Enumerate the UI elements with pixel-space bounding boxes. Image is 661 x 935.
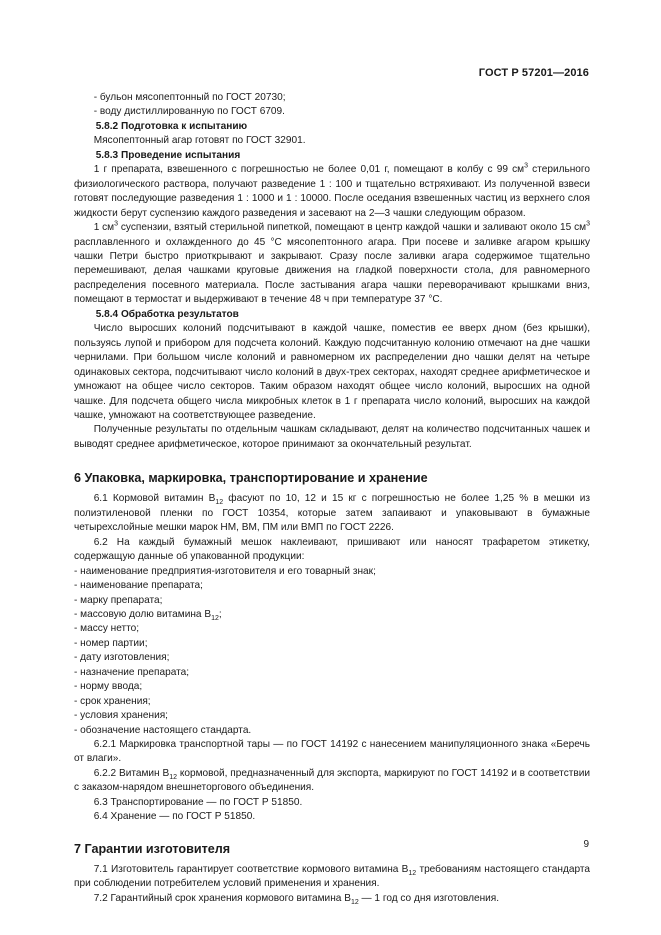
paragraph xyxy=(74,163,590,221)
text-run: требованиям настоящего стандарта при соблюдении потребителем условий применения и хранения. xyxy=(74,863,590,890)
paragraph: Мясопептонный агар готовят по ГОСТ 32901. xyxy=(93,135,306,147)
subscript: 12 xyxy=(350,898,359,906)
list-item: - марку препарата; xyxy=(74,594,163,606)
subsection-title-5-8-3: 5.8.3 Проведение испытания xyxy=(95,149,241,161)
subscript: 12 xyxy=(169,773,177,781)
list-item: - номер партии; xyxy=(74,637,148,649)
list-item: - наименование предприятия-изготовителя и его товарный знак; xyxy=(74,565,376,577)
text-run: 6.1 Кормовой витамин В xyxy=(93,493,216,505)
list-item: - назначение препарата; xyxy=(74,666,190,678)
paragraph xyxy=(74,863,590,892)
section-title-6: 6 Упаковка, маркировка, транспортирование и хранение xyxy=(74,471,428,486)
paragraph: Полученные результаты по отдельным чашкам складывают, делят на количество подсчитанных чашек и выводят среднее арифметическое, которое принимают за окончательный результат. xyxy=(74,424,590,450)
page-number: 9 xyxy=(583,839,589,850)
list-item: - норму ввода; xyxy=(74,681,143,693)
paragraph: 6.2 На каждый бумажный мешок наклеивают, пришивают или наносят трафаретом этикетку, содержащую данные об упакованной продукции: xyxy=(74,536,590,563)
subscript: 12 xyxy=(215,499,224,507)
text-run: 7.1 Изготовитель гарантирует соответствие кормового витамина В xyxy=(93,863,409,875)
paragraph xyxy=(74,221,590,308)
text-run: стерильного физиологического раствора, получают разведение 1 : 100 и тщательно встряхивают. Из полученной взвеси готовят последующие разведения 1 : 1000 и 1 : 10000. После оседания взвешенных частиц из верхнего слоя жидкости берут суспензию каждого разведения и засевают на 2—3 чашки следующим образом. xyxy=(74,164,590,219)
list-item: - воду дистиллированную по ГОСТ 6709. xyxy=(93,106,285,118)
paragraph: 6.3 Транспортирование — по ГОСТ Р 51850. xyxy=(93,796,303,808)
standard-header: ГОСТ Р 57201—2016 xyxy=(478,67,589,79)
text-run: - массовую долю витамина В xyxy=(74,608,212,620)
subscript: 12 xyxy=(408,869,417,877)
paragraph xyxy=(74,767,590,796)
text-run: кормовой, предназначенный для экспорта, маркируют по ГОСТ 14192 и в соответствии с заказом-нарядом внешнеторгового объединения. xyxy=(74,767,590,794)
subsection-title-5-8-4: 5.8.4 Обработка результатов xyxy=(95,308,239,320)
list-item: - наименование препарата; xyxy=(74,580,203,592)
paragraph: 6.4 Хранение — по ГОСТ Р 51850. xyxy=(93,811,256,823)
text-run: фасуют по 10, 12 и 15 кг с погрешностью не более 1,25 % в мешки из полиэтиленовой пленки по ГОСТ 10354, которые затем запаивают и упаковывают в бумажные четырехслойные мешки марок НМ, ВМ, ПМ или ВМП по ГОСТ 2226. xyxy=(74,493,590,534)
paragraph xyxy=(74,492,590,535)
list-item: - срок хранения; xyxy=(74,695,151,707)
text-run: ; xyxy=(218,608,222,620)
list-item: - массу нетто; xyxy=(74,623,140,635)
superscript: 3 xyxy=(524,162,528,170)
paragraph: 6.2.1 Маркировка транспортной тары — по ГОСТ 14192 с нанесением манипуляционного знака «Беречь от влаги». xyxy=(74,739,590,765)
text-run: 1 г препарата, взвешенного с погрешностью не более 0,01 г, помещают в колбу с 99 см xyxy=(93,164,525,176)
paragraph: Число выросших колоний подсчитывают в каждой чашке, поместив ее вверх дном (без крышки), пользуясь лупой и прибором для подсчета колоний. Каждую подсчитанную колонию отмечают на дне чашки чернилами. При большом числе колоний и равномерном их распределении дно чашки делят на четыре одинаковых сектора, подсчитывают число колоний в двух-трех секторах, находят среднее арифметическое и умножают на общее число секторов. Таким образом находят общее число колоний, выросших на одной чашке. Для подсчета общего числа микробных клеток в 1 г препарата число колоний, выросших на каждой чашке, умножают на соответствующее разведение. xyxy=(74,323,590,421)
list-item: - бульон мясопептонный по ГОСТ 20730; xyxy=(93,92,286,103)
superscript: 3 xyxy=(114,220,119,228)
subscript: 12 xyxy=(211,614,219,622)
page-content xyxy=(74,91,590,906)
list-item: - условия хранения; xyxy=(74,710,168,722)
text-run: 1 см xyxy=(93,222,115,234)
text-run: 7.2 Гарантийный срок хранения кормового витамина В xyxy=(93,892,351,904)
subsection-title-5-8-2: 5.8.2 Подготовка к испытанию xyxy=(95,120,248,132)
paragraph xyxy=(74,892,590,906)
list-item: - дату изготовления; xyxy=(74,652,170,664)
superscript: 3 xyxy=(586,220,591,228)
text-run: — 1 год со дня изготовления. xyxy=(358,892,500,904)
text-run: суспензии, взятый стерильной пипеткой, помещают в центр каждой чашки и заливают около 15 см xyxy=(118,222,587,234)
list-item: - обозначение настоящего стандарта. xyxy=(74,724,252,736)
list-item xyxy=(74,608,590,622)
section-title-7: 7 Гарантии изготовителя xyxy=(74,841,231,856)
text-run: расплавленного и охлажденного до 45 °С мясопептонного агара. При посеве и заливке агаром крышку чашки Петри быстро приоткрывают и закрывают. Сразу после заливки агара содержимое тщательно перемешивают, делая чашками круговые движения на гладкой поверхности стола, для равномерного распределения посевного материала. После застывания агара чашки переворачивают крышками вниз, помещают в термостат и выдерживают в течение 48 ч при температуре 37 °С. xyxy=(74,236,590,306)
text-run: 6.2.2 Витамин В xyxy=(93,767,170,779)
